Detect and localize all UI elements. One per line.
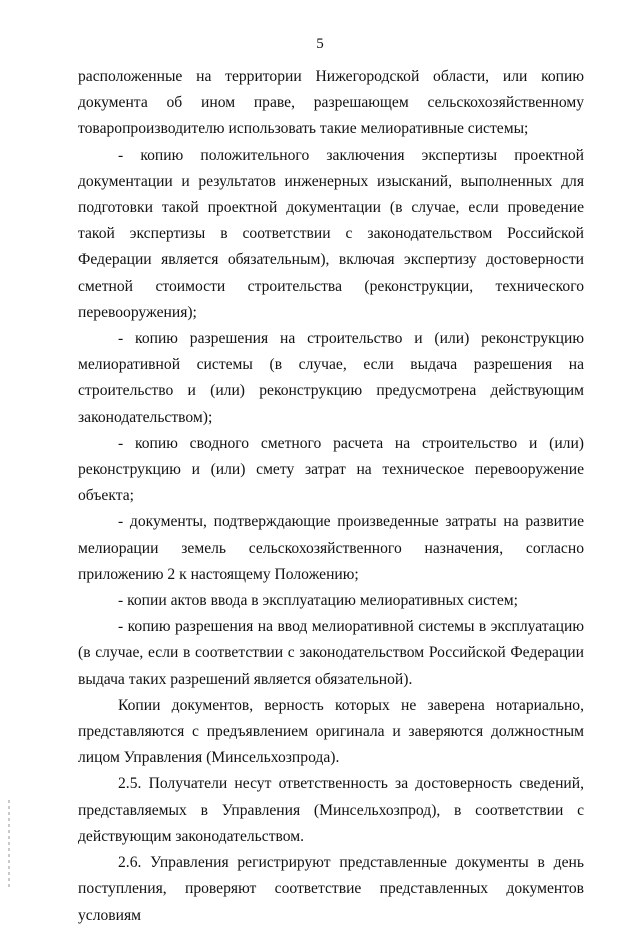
- paragraph-2-6: 2.6. Управления регистрируют представленные документы в день поступления, проверяют соответствие представленных документов условиям: [78, 854, 584, 924]
- document-body: [78, 64, 584, 929]
- page-number: 5: [316, 36, 324, 52]
- list-item-estimate: - копию сводного сметного расчета на строительство и (или) реконструкцию и (или) смету затрат на техническое перевооружение объекта;: [78, 434, 584, 505]
- scan-margin-mark: [8, 800, 10, 890]
- list-item-commissioning-permit: - копию разрешения на ввод мелиоративной системы в эксплуатацию (в случае, если в соответствии с законодательством Российской Федерации выдача таких разрешений является обязательной).: [78, 618, 584, 688]
- paragraph-copies: Копии документов, верность которых не заверена нотариально, представляются с предъявлением оригинала и заверяются должностным лицом Управления (Минсельхозпрода).: [78, 696, 584, 767]
- list-item-construction-permit: - копию разрешения на строительство и (или) реконструкцию мелиоративной системы (в случае, если выдача разрешения на строительство и (или) реконструкцию предусмотрена действующим законодательством);: [78, 330, 584, 426]
- list-item-commissioning-acts: - копии актов ввода в эксплуатацию мелиоративных систем;: [118, 592, 518, 610]
- list-item-expertise: - копию положительного заключения экспертизы проектной документации и результатов инженерных изысканий, выполненных для подготовки такой проектной документации (в случае, если проведение такой экспертизы в соответствии с законодательством Российской Федерации является обязательным), включая экспертизу достоверности сметной стоимости строительства (реконструкции, технического перевооружения);: [78, 146, 584, 321]
- paragraph-2-5: 2.5. Получатели несут ответственность за достоверность сведений, представляемых в Управления (Минсельхозпрод), в соответствии с действующим законодательством.: [78, 775, 584, 845]
- paragraph-continuation: расположенные на территории Нижегородской области, или копию документа об ином праве, разрешающем сельскохозяйственному товаропроизводителю использовать такие мелиоративные системы;: [78, 68, 584, 138]
- list-item-cost-documents: - документы, подтверждающие произведенные затраты на развитие мелиорации земель сельскохозяйственного назначения, согласно приложению 2 к настоящему Положению;: [78, 513, 584, 583]
